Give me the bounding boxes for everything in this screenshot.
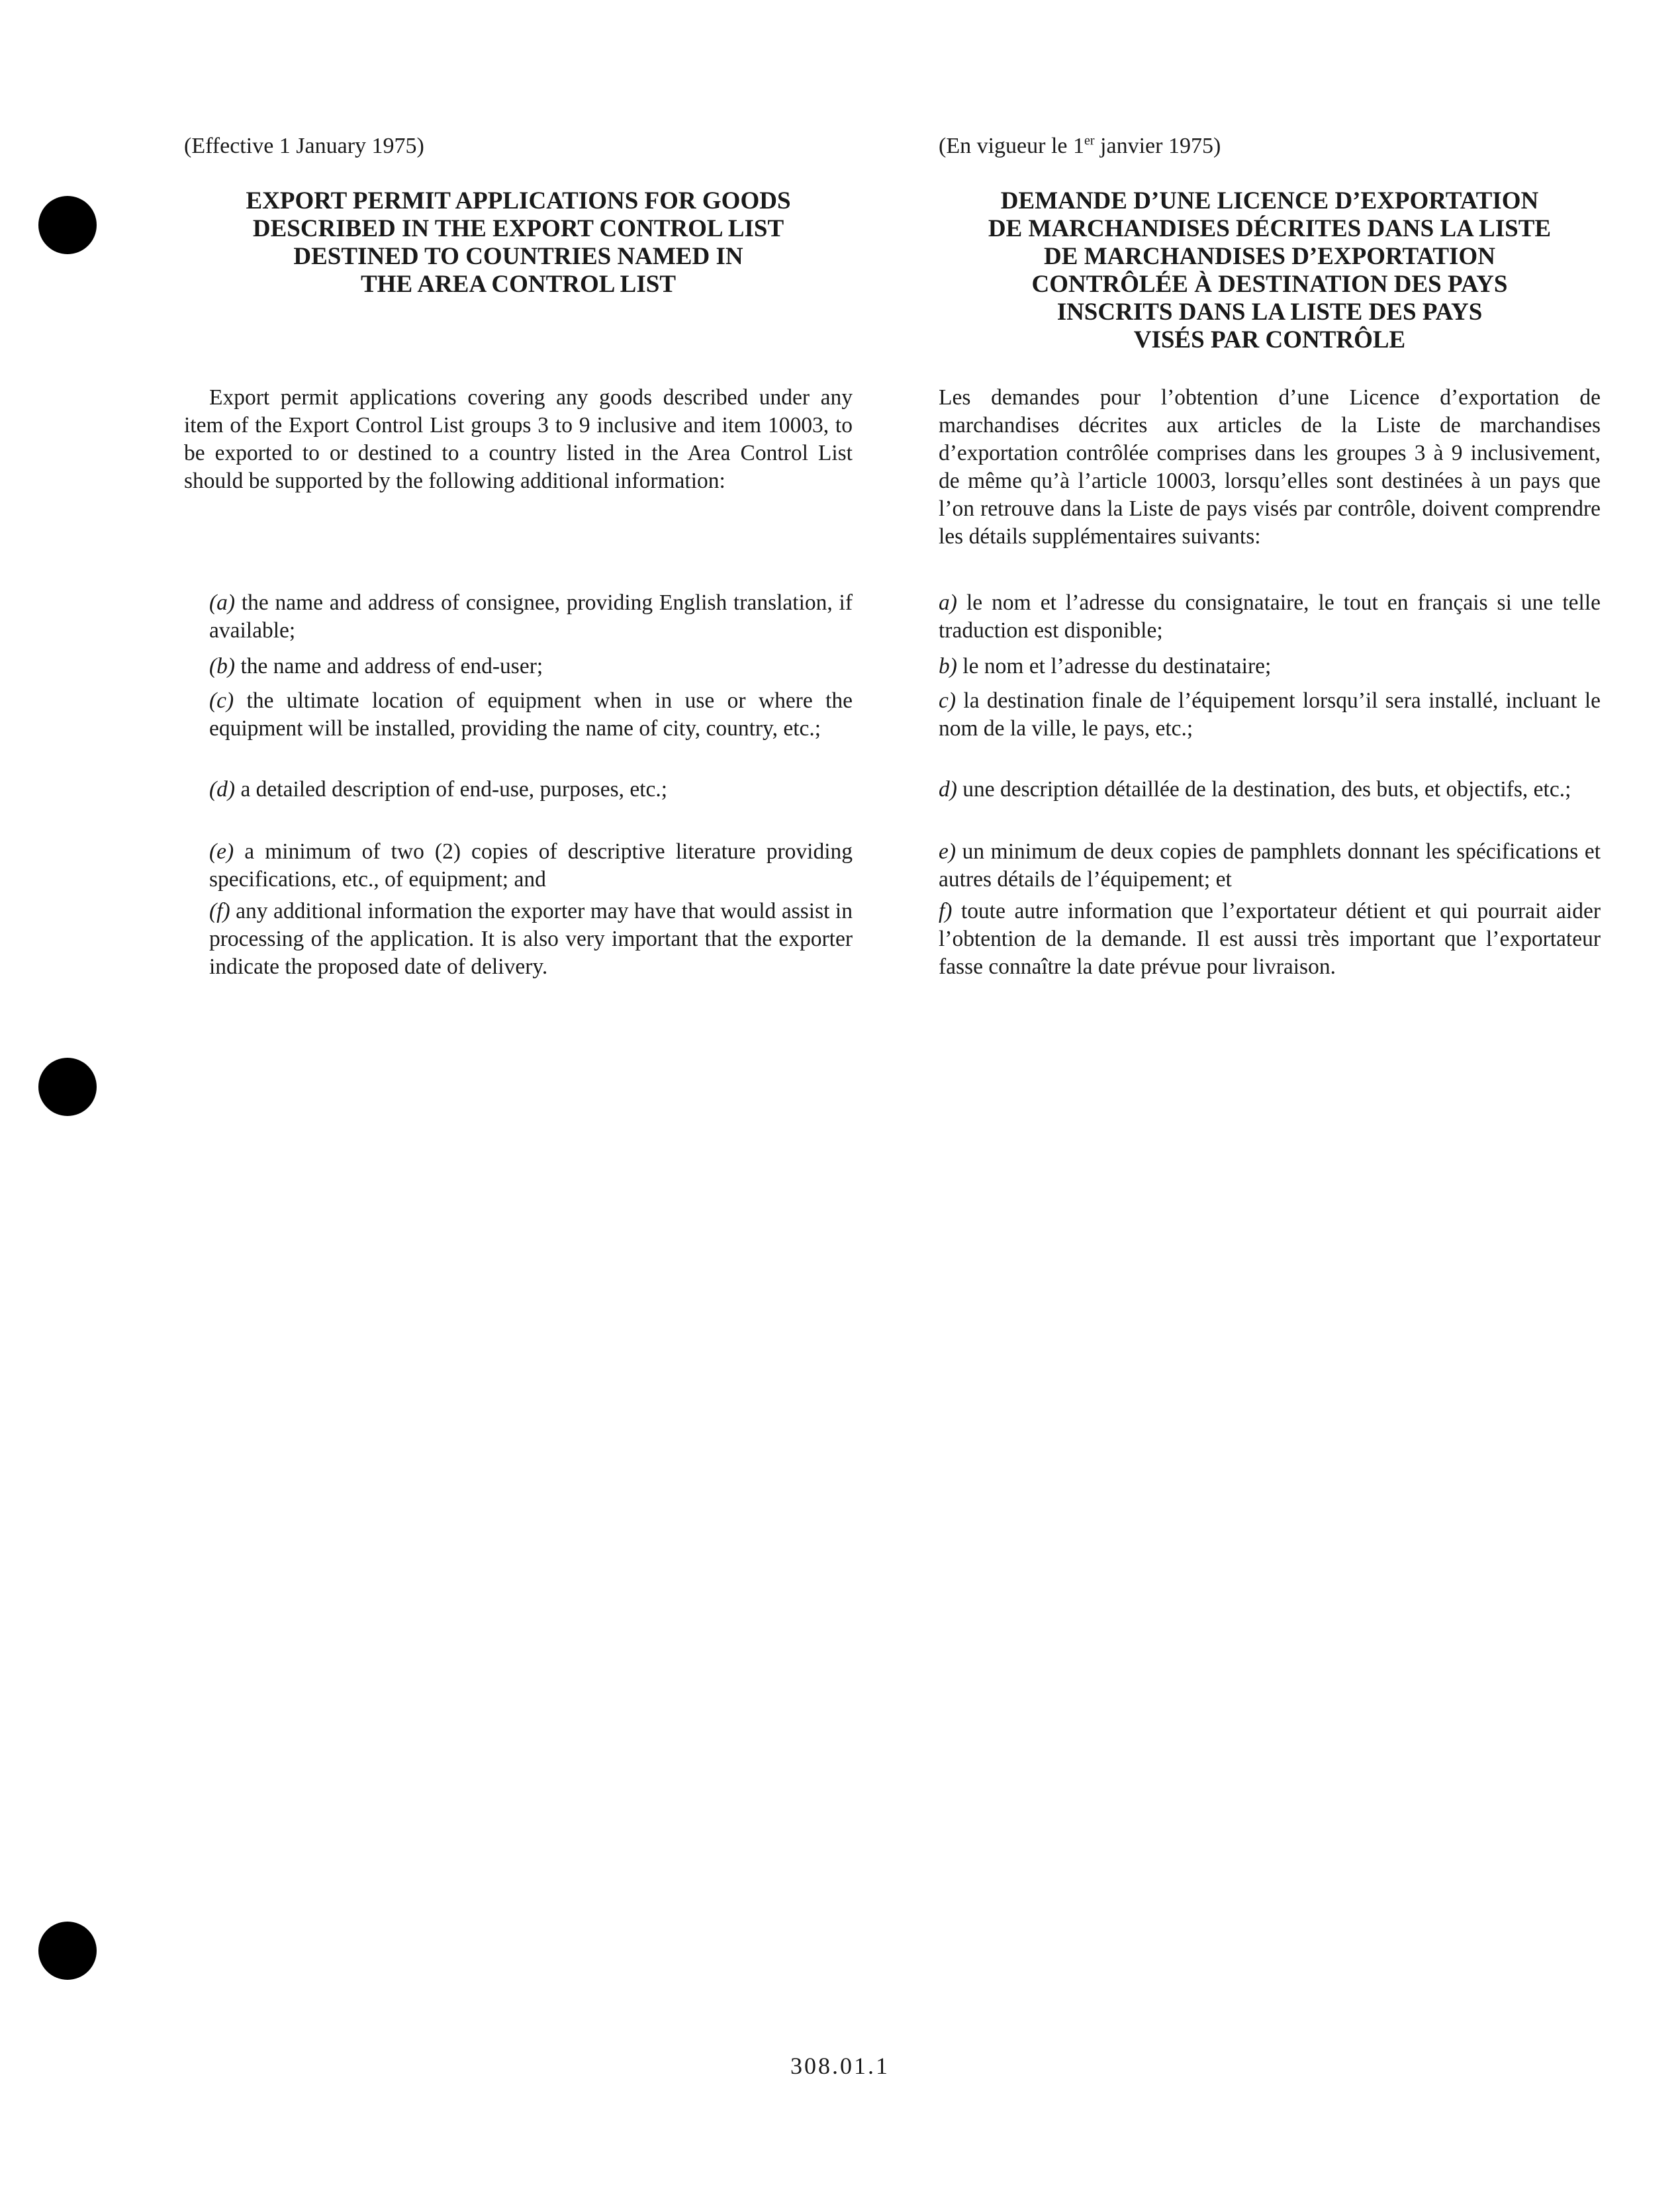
item-text: the name and address of consignee, providing English translation, if available; bbox=[209, 590, 853, 643]
heading-line: DESCRIBED IN THE EXPORT CONTROL LIST bbox=[252, 215, 784, 242]
list-item bbox=[939, 838, 1601, 894]
item-letter: b) bbox=[939, 654, 957, 678]
item-letter: (d) bbox=[209, 777, 236, 802]
list-item bbox=[209, 653, 853, 680]
heading-line: DE MARCHANDISES D’EXPORTATION bbox=[1044, 243, 1495, 270]
effective-date: (Effective 1 January 1975) bbox=[184, 134, 424, 158]
french-intro-paragraph: Les demandes pour l’obtention d’une Licence d’exportation de marchandises décrites aux articles de la Liste de marchandises d’exportation contrôlée comprises dans les groupes 3 à 9 inclusivement, de même qu’à l’article 10003, lorsqu’elles sont destinées à un pays que l’on retrouve dans la Liste de pays visés par contrôle, doivent comprendre les détails supplémentaires suivants: bbox=[939, 385, 1601, 549]
heading-line: VISÉS PAR CONTRÔLE bbox=[1133, 326, 1406, 353]
effective-date bbox=[939, 132, 1601, 160]
list-item bbox=[939, 898, 1601, 981]
item-text: la destination finale de l’équipement lorsqu’il sera installé, incluant le nom de la ville, le pays, etc.; bbox=[939, 688, 1601, 741]
heading-line: INSCRITS DANS LA LISTE DES PAYS bbox=[1056, 299, 1483, 326]
ordinal-superscript: er bbox=[1084, 133, 1095, 148]
item-letter: d) bbox=[939, 777, 957, 802]
french-column bbox=[939, 132, 1601, 979]
item-text: le nom et l’adresse du consignataire, le tout en français si une telle traduction est disponible; bbox=[939, 590, 1601, 643]
item-text: a minimum of two (2) copies of descriptive literature providing specifications, etc., of equipment; and bbox=[209, 839, 853, 892]
english-heading bbox=[184, 187, 853, 299]
item-text: a detailed description of end-use, purposes, etc.; bbox=[240, 777, 668, 802]
item-letter: (c) bbox=[209, 688, 234, 713]
punch-hole bbox=[38, 196, 97, 254]
item-text: the name and address of end-user; bbox=[240, 654, 543, 678]
english-intro-paragraph: Export permit applications covering any goods described under any item of the Export Control List groups 3 to 9 inclusive and item 10003, to be exported to or destined to a country listed in the Area Control List should be supported by the following additional information: bbox=[184, 385, 853, 493]
item-letter: (a) bbox=[209, 590, 236, 615]
english-column bbox=[184, 132, 853, 979]
item-text: any additional information the exporter may have that would assist in processing of the application. It is also very important that the exporter indicate the proposed date of delivery. bbox=[209, 899, 853, 979]
heading-line: CONTRÔLÉE À DESTINATION DES PAYS bbox=[1031, 271, 1508, 298]
item-text: le nom et l’adresse du destinataire; bbox=[962, 654, 1272, 678]
item-letter: (f) bbox=[209, 899, 230, 923]
punch-hole bbox=[38, 1058, 97, 1116]
list-item bbox=[209, 589, 853, 645]
list-item bbox=[209, 898, 853, 981]
heading-line: DE MARCHANDISES DÉCRITES DANS LA LISTE bbox=[988, 215, 1552, 242]
item-text: the ultimate location of equipment when in use or where the equipment will be installed, providing the name of city, country, etc.; bbox=[209, 688, 853, 741]
heading-line: THE AREA CONTROL LIST bbox=[360, 271, 676, 298]
item-text: une description détaillée de la destination, des buts, et objectifs, etc.; bbox=[962, 777, 1571, 802]
list-item bbox=[939, 589, 1601, 645]
punch-hole bbox=[38, 1922, 97, 1980]
item-text: toute autre information que l’exportateur détient et qui pourrait aider l’obtention de la demande. Il est aussi très important que l’exportateur fasse connaître la date prévue pour livraison. bbox=[939, 899, 1601, 979]
heading-line: DESTINED TO COUNTRIES NAMED IN bbox=[293, 243, 743, 270]
item-letter: a) bbox=[939, 590, 957, 615]
item-letter: (e) bbox=[209, 839, 234, 864]
list-item bbox=[939, 687, 1601, 743]
item-letter: f) bbox=[939, 899, 953, 923]
item-letter: (b) bbox=[209, 654, 236, 678]
item-letter: e) bbox=[939, 839, 957, 864]
heading-line: EXPORT PERMIT APPLICATIONS FOR GOODS bbox=[246, 187, 791, 214]
item-letter: c) bbox=[939, 688, 957, 713]
effective-date-end: janvier 1975) bbox=[1094, 134, 1221, 158]
item-text: un minimum de deux copies de pamphlets donnant les spécifications et autres détails de l’équipement; et bbox=[939, 839, 1601, 892]
list-item bbox=[939, 776, 1601, 804]
page-number: 308.01.1 bbox=[790, 2053, 890, 2079]
list-item bbox=[939, 653, 1601, 680]
list-item bbox=[209, 776, 853, 804]
french-heading bbox=[939, 187, 1601, 354]
list-item bbox=[209, 838, 853, 894]
effective-date-start: (En vigueur le 1 bbox=[939, 134, 1084, 158]
list-item bbox=[209, 687, 853, 743]
heading-line: DEMANDE D’UNE LICENCE D’EXPORTATION bbox=[1000, 187, 1539, 214]
